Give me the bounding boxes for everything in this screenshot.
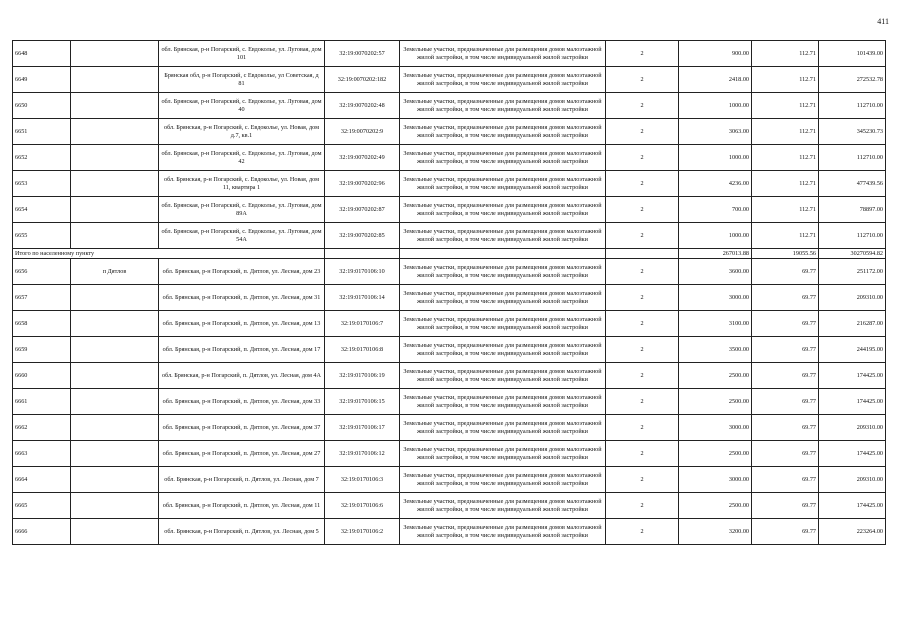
rows-evdokolye [13,41,886,249]
cadastral-value-cell: 174425.00 [819,363,886,389]
table-row [13,197,886,223]
group-cell: 2 [606,285,679,311]
group-cell: 2 [606,93,679,119]
specific-value-cell: 112.71 [752,41,819,67]
row-number: 6658 [13,311,71,337]
specific-value-cell: 112.71 [752,67,819,93]
address-cell: обл. Брянская, р-н Погарский, п. Дятлов, ул. Лесная, дом 17 [159,337,325,363]
cadastral-number-cell: 32:19:0170106:14 [325,285,400,311]
cadastral-number-cell: 32:19:0070202:182 [325,67,400,93]
land-category-cell: Земельные участки, предназначенные для размещения домов малоэтажной жилой застройки, в том числе индивидуальной жилой застройки [400,93,606,119]
page-number: 411 [877,17,889,26]
address-cell: Брянская обл, р-н Погарский, с Евдоколье, ул Советская, д 81 [159,67,325,93]
group-cell: 2 [606,223,679,249]
specific-value-cell: 69.77 [752,337,819,363]
row-number: 6651 [13,119,71,145]
cadastral-number-cell: 32:19:0070202:9 [325,119,400,145]
subtotal-section [13,249,886,259]
table-row [13,285,886,311]
settlement-cell [71,441,159,467]
land-category-cell: Земельные участки, предназначенные для размещения домов малоэтажной жилой застройки, в том числе индивидуальной жилой застройки [400,119,606,145]
area-cell: 2500.00 [679,389,752,415]
settlement-cell [71,467,159,493]
cadastral-number-cell: 32:19:0170106:10 [325,259,400,285]
table-row [13,223,886,249]
subtotal-area: 267013.88 [679,249,752,259]
table-row [13,259,886,285]
row-number: 6657 [13,285,71,311]
cadastral-value-cell: 209310.00 [819,285,886,311]
area-cell: 1000.00 [679,223,752,249]
group-cell: 2 [606,197,679,223]
settlement-cell [71,67,159,93]
specific-value-cell: 69.77 [752,493,819,519]
land-category-cell: Земельные участки, предназначенные для размещения домов малоэтажной жилой застройки, в том числе индивидуальной жилой застройки [400,467,606,493]
table-row [13,41,886,67]
area-cell: 2500.00 [679,441,752,467]
cadastral-value-cell: 345230.73 [819,119,886,145]
subtotal-rate: 19055.56 [752,249,819,259]
group-cell: 2 [606,467,679,493]
cadastral-value-cell: 477439.56 [819,171,886,197]
table-row [13,93,886,119]
land-category-cell: Земельные участки, предназначенные для размещения домов малоэтажной жилой застройки, в том числе индивидуальной жилой застройки [400,493,606,519]
land-category-cell: Земельные участки, предназначенные для размещения домов малоэтажной жилой застройки, в том числе индивидуальной жилой застройки [400,363,606,389]
address-cell: обл. Брянская, р-н Погарский, с. Евдоколье, ул. Луговая, дом 89А [159,197,325,223]
settlement-cell [71,197,159,223]
subtotal-row [13,249,886,259]
group-cell: 2 [606,441,679,467]
table-row [13,311,886,337]
cadastral-value-cell: 174425.00 [819,493,886,519]
settlement-cell [71,223,159,249]
row-number: 6663 [13,441,71,467]
cadastral-number-cell: 32:19:0170106:8 [325,337,400,363]
table-row [13,389,886,415]
land-category-cell: Земельные участки, предназначенные для размещения домов малоэтажной жилой застройки, в том числе индивидуальной жилой застройки [400,311,606,337]
cadastral-number-cell: 32:19:0070202:96 [325,171,400,197]
land-category-cell: Земельные участки, предназначенные для размещения домов малоэтажной жилой застройки, в том числе индивидуальной жилой застройки [400,145,606,171]
row-number: 6661 [13,389,71,415]
cadastral-value-cell: 101439.00 [819,41,886,67]
area-cell: 2500.00 [679,363,752,389]
area-cell: 2500.00 [679,493,752,519]
area-cell: 3000.00 [679,467,752,493]
group-cell: 2 [606,311,679,337]
specific-value-cell: 69.77 [752,259,819,285]
land-category-cell: Земельные участки, предназначенные для размещения домов малоэтажной жилой застройки, в том числе индивидуальной жилой застройки [400,415,606,441]
row-number: 6649 [13,67,71,93]
settlement-cell [71,493,159,519]
cadastral-value-table [12,40,886,545]
address-cell: обл. Брянская, р-н Погарский, п. Дятлов, ул. Лесная, дом 5 [159,519,325,545]
area-cell: 3000.00 [679,285,752,311]
cadastral-number-cell: 32:19:0070202:87 [325,197,400,223]
cadastral-value-cell: 112710.00 [819,93,886,119]
specific-value-cell: 112.71 [752,171,819,197]
cadastral-number-cell: 32:19:0170106:17 [325,415,400,441]
group-cell: 2 [606,337,679,363]
settlement-cell [71,415,159,441]
settlement-cell [71,337,159,363]
group-cell: 2 [606,493,679,519]
area-cell: 1000.00 [679,93,752,119]
row-number: 6650 [13,93,71,119]
cadastral-number-cell: 32:19:0170106:15 [325,389,400,415]
table-row [13,467,886,493]
land-category-cell: Земельные участки, предназначенные для размещения домов малоэтажной жилой застройки, в том числе индивидуальной жилой застройки [400,285,606,311]
settlement-cell [71,389,159,415]
specific-value-cell: 69.77 [752,415,819,441]
rows-dyatlov [13,259,886,545]
group-cell: 2 [606,259,679,285]
settlement-cell [71,145,159,171]
specific-value-cell: 112.71 [752,145,819,171]
specific-value-cell: 112.71 [752,223,819,249]
cadastral-value-cell: 174425.00 [819,389,886,415]
subtotal-label: Итого по населенному пункту [13,249,325,259]
address-cell: обл. Брянская, р-н Погарский, п. Дятлов, ул. Лесная, дом 7 [159,467,325,493]
cadastral-number-cell: 32:19:0170106:3 [325,467,400,493]
table-row [13,145,886,171]
settlement-cell [71,119,159,145]
specific-value-cell: 69.77 [752,389,819,415]
cadastral-value-cell: 209310.00 [819,467,886,493]
area-cell: 1000.00 [679,145,752,171]
subtotal-value: 30270594.82 [819,249,886,259]
cadastral-value-cell: 223264.00 [819,519,886,545]
cadastral-number-cell: 32:19:0070202:49 [325,145,400,171]
table-row [13,67,886,93]
settlement-cell [71,519,159,545]
address-cell: обл. Брянская, р-н Погарский, п. Дятлов, ул. Лесная, дом 31 [159,285,325,311]
land-category-cell: Земельные участки, предназначенные для размещения домов малоэтажной жилой застройки, в том числе индивидуальной жилой застройки [400,197,606,223]
subtotal-empty-grp [606,249,679,259]
address-cell: обл. Брянская, р-н Погарский, п. Дятлов, ул. Лесная, дом 37 [159,415,325,441]
specific-value-cell: 69.77 [752,311,819,337]
address-cell: обл. Брянская, р-н Погарский, с. Евдоколье, ул. Новая, дом 11, квартира 1 [159,171,325,197]
address-cell: обл. Брянская, р-н Погарский, с. Евдоколье, ул. Луговая, дом 54А [159,223,325,249]
settlement-cell [71,363,159,389]
land-category-cell: Земельные участки, предназначенные для размещения домов малоэтажной жилой застройки, в том числе индивидуальной жилой застройки [400,259,606,285]
cadastral-value-cell: 78897.00 [819,197,886,223]
settlement-cell [71,171,159,197]
cadastral-number-cell: 32:19:0170106:7 [325,311,400,337]
address-cell: обл. Брянская, р-н Погарский, с. Евдоколье, ул. Луговая, дом 101 [159,41,325,67]
address-cell: обл. Брянская, р-н Погарский, с. Евдоколье, ул. Луговая, дом 40 [159,93,325,119]
specific-value-cell: 69.77 [752,441,819,467]
group-cell: 2 [606,415,679,441]
row-number: 6656 [13,259,71,285]
cadastral-value-cell: 112710.00 [819,145,886,171]
land-category-cell: Земельные участки, предназначенные для размещения домов малоэтажной жилой застройки, в том числе индивидуальной жилой застройки [400,337,606,363]
row-number: 6666 [13,519,71,545]
row-number: 6659 [13,337,71,363]
group-cell: 2 [606,363,679,389]
group-cell: 2 [606,67,679,93]
land-category-cell: Земельные участки, предназначенные для размещения домов малоэтажной жилой застройки, в том числе индивидуальной жилой застройки [400,41,606,67]
group-cell: 2 [606,119,679,145]
cadastral-value-cell: 272532.78 [819,67,886,93]
specific-value-cell: 69.77 [752,467,819,493]
cadastral-value-cell: 216287.00 [819,311,886,337]
row-number: 6660 [13,363,71,389]
table-row [13,441,886,467]
cadastral-number-cell: 32:19:0170106:12 [325,441,400,467]
group-cell: 2 [606,389,679,415]
address-cell: обл. Брянская, р-н Погарский, п. Дятлов, ул. Лесная, дом 11 [159,493,325,519]
row-number: 6654 [13,197,71,223]
settlement-cell: п Дятлов [71,259,159,285]
address-cell: обл. Брянская, р-н Погарский, п. Дятлов, ул. Лесная, дом 27 [159,441,325,467]
area-cell: 3600.00 [679,259,752,285]
cadastral-value-cell: 112710.00 [819,223,886,249]
group-cell: 2 [606,519,679,545]
specific-value-cell: 69.77 [752,363,819,389]
table-row [13,363,886,389]
area-cell: 2418.00 [679,67,752,93]
table-row [13,171,886,197]
row-number: 6648 [13,41,71,67]
address-cell: обл. Брянская, р-н Погарский, п. Дятлов, ул. Лесная, дом 23 [159,259,325,285]
row-number: 6652 [13,145,71,171]
cadastral-number-cell: 32:19:0070202:85 [325,223,400,249]
cadastral-number-cell: 32:19:0170106:6 [325,493,400,519]
row-number: 6665 [13,493,71,519]
area-cell: 3500.00 [679,337,752,363]
area-cell: 3200.00 [679,519,752,545]
land-category-cell: Земельные участки, предназначенные для размещения домов малоэтажной жилой застройки, в том числе индивидуальной жилой застройки [400,519,606,545]
row-number: 6664 [13,467,71,493]
specific-value-cell: 112.71 [752,197,819,223]
address-cell: обл. Брянская, р-н Погарский, с. Евдоколье, ул. Луговая, дом 42 [159,145,325,171]
area-cell: 3063.00 [679,119,752,145]
cadastral-value-cell: 209310.00 [819,415,886,441]
specific-value-cell: 112.71 [752,93,819,119]
cadastral-number-cell: 32:19:0170106:2 [325,519,400,545]
subtotal-empty-cad [325,249,400,259]
area-cell: 3100.00 [679,311,752,337]
area-cell: 900.00 [679,41,752,67]
table-row [13,337,886,363]
table-row [13,519,886,545]
cadastral-value-cell: 174425.00 [819,441,886,467]
land-category-cell: Земельные участки, предназначенные для размещения домов малоэтажной жилой застройки, в том числе индивидуальной жилой застройки [400,223,606,249]
specific-value-cell: 69.77 [752,285,819,311]
group-cell: 2 [606,41,679,67]
table-row [13,493,886,519]
cadastral-value-cell: 251172.00 [819,259,886,285]
cadastral-number-cell: 32:19:0070202:57 [325,41,400,67]
area-cell: 700.00 [679,197,752,223]
cadastral-value-cell: 244195.00 [819,337,886,363]
specific-value-cell: 112.71 [752,119,819,145]
land-category-cell: Земельные участки, предназначенные для размещения домов малоэтажной жилой застройки, в том числе индивидуальной жилой застройки [400,171,606,197]
cadastral-number-cell: 32:19:0070202:48 [325,93,400,119]
row-number: 6662 [13,415,71,441]
settlement-cell [71,311,159,337]
row-number: 6655 [13,223,71,249]
subtotal-empty-cat [400,249,606,259]
table-row [13,119,886,145]
address-cell: обл. Брянская, р-н Погарский, п. Дятлов, ул. Лесная, дом 4А [159,363,325,389]
group-cell: 2 [606,145,679,171]
address-cell: обл. Брянская, р-н Погарский, с. Евдоколье, ул. Новая, дом д.7, кв.1 [159,119,325,145]
address-cell: обл. Брянская, р-н Погарский, п. Дятлов, ул. Лесная, дом 33 [159,389,325,415]
cadastral-number-cell: 32:19:0170106:19 [325,363,400,389]
specific-value-cell: 69.77 [752,519,819,545]
land-category-cell: Земельные участки, предназначенные для размещения домов малоэтажной жилой застройки, в том числе индивидуальной жилой застройки [400,67,606,93]
settlement-cell [71,41,159,67]
area-cell: 3000.00 [679,415,752,441]
address-cell: обл. Брянская, р-н Погарский, п. Дятлов, ул. Лесная, дом 13 [159,311,325,337]
land-category-cell: Земельные участки, предназначенные для размещения домов малоэтажной жилой застройки, в том числе индивидуальной жилой застройки [400,389,606,415]
settlement-cell [71,93,159,119]
row-number: 6653 [13,171,71,197]
group-cell: 2 [606,171,679,197]
table-row [13,415,886,441]
area-cell: 4236.00 [679,171,752,197]
land-category-cell: Земельные участки, предназначенные для размещения домов малоэтажной жилой застройки, в том числе индивидуальной жилой застройки [400,441,606,467]
settlement-cell [71,285,159,311]
